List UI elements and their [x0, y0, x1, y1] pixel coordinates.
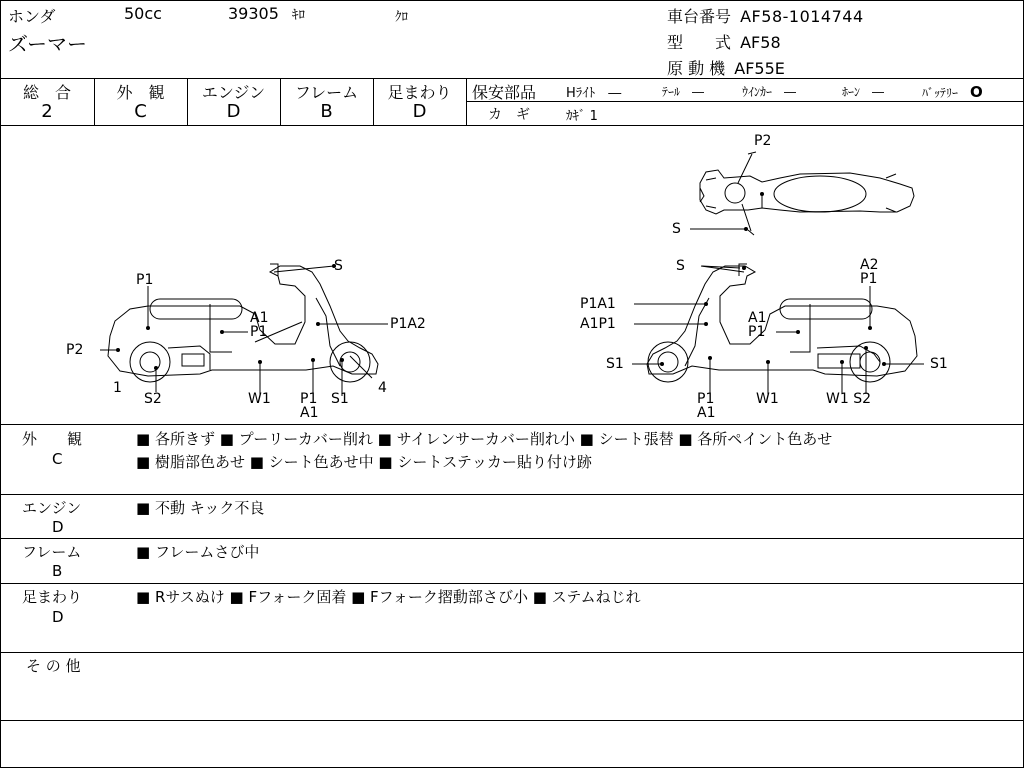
- label-left-p1a1: P1 A1: [300, 391, 319, 421]
- mileage-value: 39305: [228, 4, 279, 23]
- label-right-s1-b: S1: [930, 356, 948, 372]
- divider: [466, 101, 1024, 102]
- label-right-p1a1: P1A1: [580, 296, 616, 312]
- remark-engine-grade: D: [52, 518, 64, 536]
- grade-exterior-value: C: [134, 101, 147, 122]
- scooter-right-view: [632, 264, 924, 394]
- label-right-w1s2: W1 S2: [826, 391, 871, 407]
- label-left-p1: P1: [136, 272, 154, 288]
- mileage-unit: ｷﾛ: [292, 8, 305, 23]
- engine-model-label: 原 動 機: [667, 59, 726, 78]
- label-right-p1a1-b: P1 A1: [697, 391, 716, 421]
- grade-overall-label: 総 合: [22, 83, 71, 102]
- label-left-p2: P2: [66, 342, 84, 358]
- remark-exterior-line2: ■ 樹脂部色あせ ■ シート色あせ中 ■ シートステッカー貼り付け跡: [136, 453, 592, 471]
- label-left-4: 4: [378, 380, 387, 396]
- grade-engine-label: エンジン: [201, 83, 266, 102]
- remark-exterior-label: 外 観: [22, 430, 83, 448]
- safety-headlight: Hﾗｲﾄ ―: [566, 86, 622, 101]
- engine-model-value: AF55E: [734, 59, 785, 78]
- label-right-a1p1-b: A1 P1: [748, 310, 767, 340]
- label-top-p2: P2: [754, 133, 772, 149]
- label-top-s: S: [672, 221, 681, 237]
- maker: ホンダ: [8, 7, 56, 26]
- scooter-top-view: [690, 152, 914, 235]
- divider: [0, 78, 1024, 79]
- model-type: [667, 30, 781, 53]
- label-right-w1: W1: [756, 391, 779, 407]
- remark-engine-line1: ■ 不動 キック不良: [136, 499, 265, 517]
- model-type-value: AF58: [740, 33, 781, 52]
- label-left-w1: W1: [248, 391, 271, 407]
- key-value: ｶｷﾞ 1: [566, 109, 598, 124]
- grade-exterior-label: 外 観: [116, 83, 165, 102]
- safety-battery-label: ﾊﾞｯﾃﾘｰ: [922, 86, 971, 100]
- key-label: カ ギ: [488, 107, 530, 123]
- divider: [0, 494, 1024, 495]
- remark-exterior-grade: C: [52, 450, 63, 468]
- grade-frame-label: フレーム: [294, 83, 359, 102]
- safety-battery: [922, 83, 983, 101]
- label-left-s: S: [334, 258, 343, 274]
- label-right-a1p1: A1P1: [580, 316, 616, 332]
- divider: [0, 424, 1024, 425]
- model-name: ズーマー: [8, 32, 87, 56]
- body-color: ｸﾛ: [395, 10, 408, 25]
- remark-frame-grade: B: [52, 562, 63, 580]
- engine-model: [667, 56, 785, 79]
- remark-other-label: そ の 他: [26, 657, 81, 675]
- grade-suspension-value: D: [412, 101, 427, 122]
- frame-number-label: 車台番号: [667, 7, 732, 26]
- label-left-a1p1: A1 P1: [250, 310, 269, 340]
- safety-parts-title: 保安部品: [472, 83, 537, 102]
- safety-winker: ｳｲﾝｶｰ ―: [742, 85, 797, 99]
- safety-taillight: ﾃｰﾙ ―: [662, 85, 705, 99]
- battery-status-mark: O: [970, 83, 983, 101]
- grade-frame-value: B: [320, 101, 333, 122]
- divider: [0, 538, 1024, 539]
- grade-suspension-label: 足まわり: [387, 83, 452, 102]
- mileage: [228, 4, 305, 23]
- model-type-label: 型 式: [667, 33, 732, 52]
- grade-overall-value: 2: [41, 101, 53, 122]
- remark-suspension-label: 足まわり: [22, 588, 83, 606]
- frame-number: [667, 4, 864, 27]
- label-left-p1a2: P1A2: [390, 316, 426, 332]
- remark-frame-label: フレーム: [22, 543, 82, 561]
- divider: [0, 652, 1024, 653]
- remark-frame-line1: ■ フレームさび中: [136, 543, 260, 561]
- grade-engine-value: D: [226, 101, 241, 122]
- label-left-s2: S2: [144, 391, 162, 407]
- label-left-1: 1: [113, 380, 122, 396]
- divider: [0, 720, 1024, 721]
- label-right-s: S: [676, 258, 685, 274]
- displacement: 50cc: [124, 4, 162, 23]
- remark-exterior-line1: ■ 各所きず ■ プーリーカバー削れ ■ サイレンサーカバー削れ小 ■ シート張替 ■ 各所ペイント色あせ: [136, 430, 833, 448]
- label-left-s1: S1: [331, 391, 349, 407]
- label-right-a2p1: A2 P1: [860, 257, 879, 287]
- frame-number-value: AF58-1014744: [740, 7, 864, 26]
- safety-horn: ﾎｰﾝ ―: [842, 85, 885, 99]
- remark-engine-label: エンジン: [22, 499, 82, 517]
- remark-suspension-grade: D: [52, 608, 64, 626]
- remark-suspension-line1: ■ Rサスぬけ ■ Fフォーク固着 ■ Fフォーク摺動部さび小 ■ ステムねじれ: [136, 588, 641, 606]
- divider: [0, 583, 1024, 584]
- label-right-s1: S1: [606, 356, 624, 372]
